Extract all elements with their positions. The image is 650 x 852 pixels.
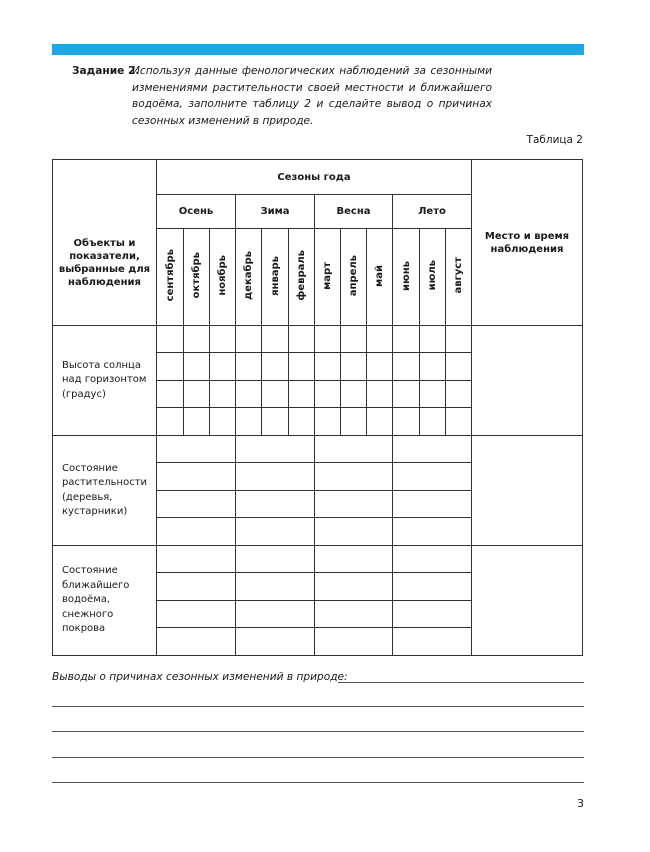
table-cell[interactable] [341, 408, 367, 436]
season-cell[interactable] [393, 436, 472, 463]
season-cell[interactable] [236, 546, 315, 573]
table-cell[interactable] [289, 326, 315, 353]
row-label-vegetation: Состояние растительности (деревья, кустарники) [53, 436, 157, 546]
season-cell[interactable] [393, 463, 472, 491]
table-cell[interactable] [446, 408, 472, 436]
table-cell[interactable] [393, 326, 420, 353]
place-cell[interactable] [472, 436, 583, 546]
month-october: октябрь [184, 229, 210, 326]
season-cell[interactable] [315, 601, 393, 628]
season-cell[interactable] [315, 463, 393, 491]
table-cell[interactable] [210, 381, 236, 408]
season-cell[interactable] [236, 601, 315, 628]
table-cell[interactable] [157, 408, 184, 436]
table-cell[interactable] [420, 353, 446, 381]
month-september: сентябрь [157, 229, 184, 326]
row-label-sun-altitude: Высота солнца над горизонтом (градус) [53, 326, 157, 436]
season-cell[interactable] [236, 436, 315, 463]
place-time-header: Место и время наблюдения [472, 160, 583, 326]
season-cell[interactable] [393, 628, 472, 656]
task-block [72, 63, 492, 129]
table-cell[interactable] [236, 408, 262, 436]
objects-header: Объекты и показатели, выбранные для наблюдения [53, 160, 157, 326]
season-summer: Лето [393, 195, 472, 229]
season-cell[interactable] [157, 601, 236, 628]
season-cell[interactable] [315, 546, 393, 573]
table-cell[interactable] [367, 326, 393, 353]
table-cell[interactable] [446, 353, 472, 381]
place-cell[interactable] [472, 546, 583, 656]
season-cell[interactable] [157, 546, 236, 573]
season-cell[interactable] [157, 573, 236, 601]
season-cell[interactable] [236, 573, 315, 601]
season-cell[interactable] [393, 601, 472, 628]
table-cell[interactable] [262, 326, 289, 353]
month-june: июнь [393, 229, 420, 326]
season-autumn: Осень [157, 195, 236, 229]
table-cell[interactable] [446, 381, 472, 408]
table-cell[interactable] [393, 408, 420, 436]
table-cell[interactable] [367, 408, 393, 436]
table-cell[interactable] [157, 381, 184, 408]
season-cell[interactable] [157, 436, 236, 463]
month-february: февраль [289, 229, 315, 326]
page-number: 3 [577, 797, 584, 810]
season-cell[interactable] [157, 628, 236, 656]
season-cell[interactable] [315, 491, 393, 518]
table-cell[interactable] [210, 353, 236, 381]
observation-table [52, 159, 583, 656]
month-august: август [446, 229, 472, 326]
season-cell[interactable] [157, 491, 236, 518]
table-cell[interactable] [420, 381, 446, 408]
table-cell[interactable] [289, 353, 315, 381]
table-cell[interactable] [210, 408, 236, 436]
season-cell[interactable] [315, 573, 393, 601]
table-cell[interactable] [341, 353, 367, 381]
season-cell[interactable] [236, 628, 315, 656]
table-cell[interactable] [210, 326, 236, 353]
season-cell[interactable] [236, 518, 315, 546]
season-cell[interactable] [393, 573, 472, 601]
table-cell[interactable] [315, 381, 341, 408]
season-cell[interactable] [157, 463, 236, 491]
table-cell[interactable] [184, 326, 210, 353]
table-cell[interactable] [420, 326, 446, 353]
season-winter: Зима [236, 195, 315, 229]
season-cell[interactable] [236, 463, 315, 491]
table-cell[interactable] [393, 381, 420, 408]
task-text: Используя данные фенологических наблюдений за сезонными изменениями растительности своей местности и ближайшего водоёма, заполните таблицу 2 и сделайте вывод о причинах сезонных изменений в природе. [132, 65, 492, 127]
season-cell[interactable] [315, 628, 393, 656]
table-cell[interactable] [236, 381, 262, 408]
month-may: май [367, 229, 393, 326]
table-cell[interactable] [393, 353, 420, 381]
month-november: ноябрь [210, 229, 236, 326]
task-label: Задание 2. [72, 65, 140, 77]
month-december: декабрь [236, 229, 262, 326]
table-cell[interactable] [184, 381, 210, 408]
month-january: январь [262, 229, 289, 326]
table-cell[interactable] [341, 326, 367, 353]
table-cell[interactable] [446, 326, 472, 353]
table-cell[interactable] [315, 408, 341, 436]
table-cell[interactable] [341, 381, 367, 408]
table-cell[interactable] [315, 353, 341, 381]
table-cell[interactable] [367, 353, 393, 381]
table-cell[interactable] [262, 408, 289, 436]
season-cell[interactable] [393, 546, 472, 573]
table-cell[interactable] [184, 353, 210, 381]
season-cell[interactable] [315, 518, 393, 546]
season-cell[interactable] [393, 491, 472, 518]
table-cell[interactable] [367, 381, 393, 408]
table-cell[interactable] [184, 408, 210, 436]
month-july: июль [420, 229, 446, 326]
answer-line[interactable] [52, 757, 584, 758]
seasons-header: Сезоны года [157, 160, 472, 195]
season-cell[interactable] [393, 518, 472, 546]
place-cell[interactable] [472, 326, 583, 436]
table-cell[interactable] [157, 353, 184, 381]
table-caption: Таблица 2 [526, 134, 583, 146]
table-cell[interactable] [262, 353, 289, 381]
season-spring: Весна [315, 195, 393, 229]
top-accent-bar [52, 44, 584, 55]
table-cell[interactable] [236, 326, 262, 353]
table-cell[interactable] [236, 353, 262, 381]
table-cell[interactable] [289, 408, 315, 436]
season-cell[interactable] [236, 491, 315, 518]
answer-line[interactable] [52, 731, 584, 732]
month-april: апрель [341, 229, 367, 326]
conclusion-label: Выводы о причинах сезонных изменений в природе: [52, 671, 348, 683]
month-march: март [315, 229, 341, 326]
answer-line[interactable] [52, 782, 584, 783]
table-cell[interactable] [315, 326, 341, 353]
row-label-water-snow: Состояние ближайшего водоёма, снежного покрова [53, 546, 157, 656]
table-cell[interactable] [289, 381, 315, 408]
answer-line[interactable] [52, 706, 584, 707]
season-cell[interactable] [315, 436, 393, 463]
answer-line[interactable] [338, 682, 584, 683]
table-cell[interactable] [420, 408, 446, 436]
table-cell[interactable] [262, 381, 289, 408]
table-cell[interactable] [157, 326, 184, 353]
season-cell[interactable] [157, 518, 236, 546]
